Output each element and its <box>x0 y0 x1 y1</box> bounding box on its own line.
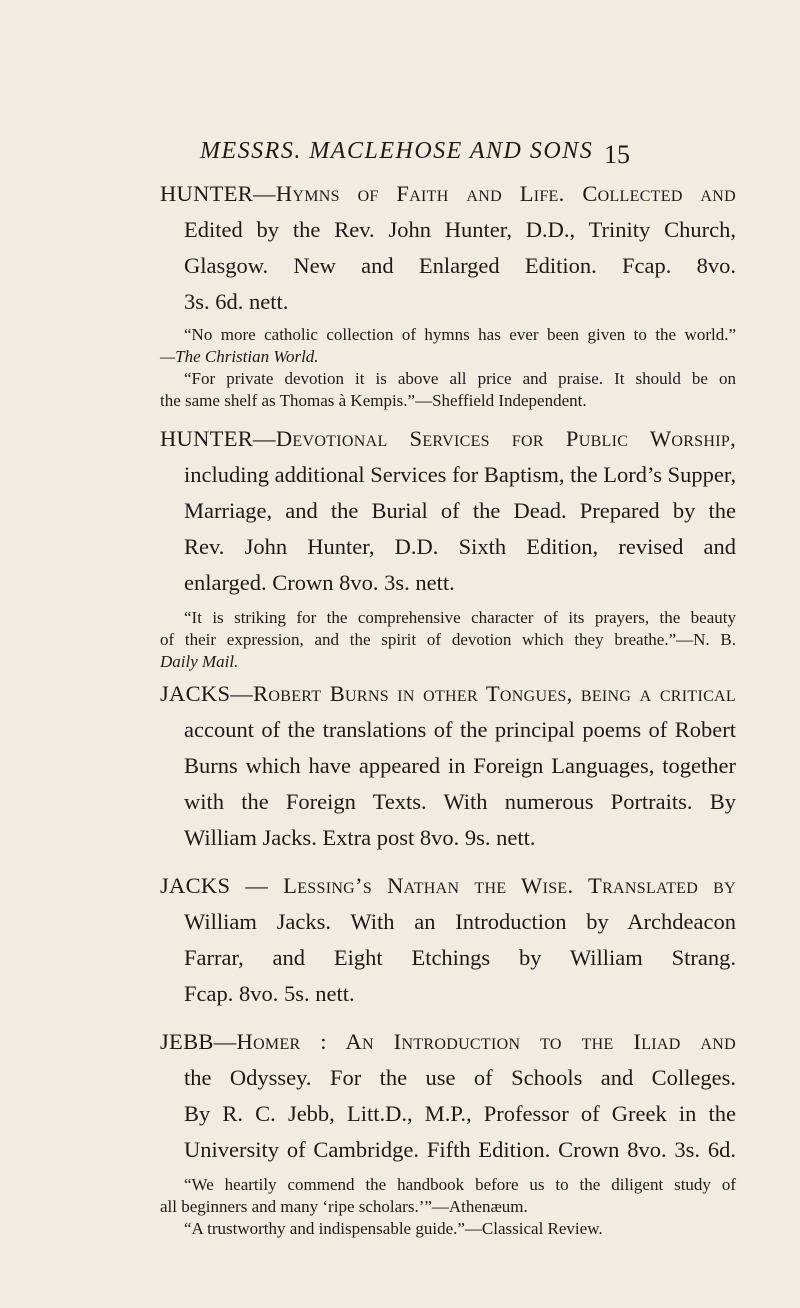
entry-line: William Jacks. Extra post 8vo. 9s. nett. <box>184 825 536 850</box>
entry-line: JACKS — Lessing’s Nathan the Wise. Translated by <box>160 873 736 898</box>
entry-line: Marriage, and the Burial of the Dead. Prepared by the <box>184 498 736 523</box>
entry-line: JEBB—Homer : An Introduction to the Iliad and <box>160 1029 736 1054</box>
entry-line: account of the translations of the principal poems of Robert <box>184 717 736 742</box>
entry-line: HUNTER—Hymns of Faith and Life. Collected and <box>160 181 736 206</box>
review-source: —The Christian World. <box>160 347 319 366</box>
entry-line: enlarged. Crown 8vo. 3s. nett. <box>184 570 455 595</box>
review-quote: “A trustworthy and indispensable guide.”—Classical Review. <box>184 1219 603 1238</box>
review-quote: “We heartily commend the handbook before us to the diligent study of <box>184 1175 736 1194</box>
entry-line: Burns which have appeared in Foreign Languages, together <box>184 753 736 778</box>
review-quote: the same shelf as Thomas à Kempis.”—Sheffield Independent. <box>160 391 587 410</box>
review-quote: of their expression, and the spirit of devotion which they breathe.”—N. B. <box>160 630 736 649</box>
review-quote: “For private devotion it is above all price and praise. It should be on <box>184 369 736 388</box>
entry-line: By R. C. Jebb, Litt.D., M.P., Professor of Greek in the <box>184 1101 736 1126</box>
entry-line: HUNTER—Devotional Services for Public Worship, <box>160 426 736 451</box>
entry-line: with the Foreign Texts. With numerous Portraits. By <box>184 789 736 814</box>
entry-line: 3s. 6d. nett. <box>184 289 289 314</box>
running-head: MESSRS. MACLEHOSE AND SONS <box>200 138 594 164</box>
entry-line: William Jacks. With an Introduction by Archdeacon <box>184 909 736 934</box>
entry-line: Farrar, and Eight Etchings by William Strang. <box>184 945 736 970</box>
entry-line: University of Cambridge. Fifth Edition. Crown 8vo. 3s. 6d. <box>184 1137 736 1162</box>
entry-line: Edited by the Rev. John Hunter, D.D., Trinity Church, <box>184 217 736 242</box>
entry-line: the Odyssey. For the use of Schools and Colleges. <box>184 1065 736 1090</box>
entry-line: Fcap. 8vo. 5s. nett. <box>184 981 355 1006</box>
review-quote: “No more catholic collection of hymns has ever been given to the world.” <box>184 325 736 344</box>
review-quote: all beginners and many ‘ripe scholars.’”—Athenæum. <box>160 1197 528 1216</box>
entry-line: Rev. John Hunter, D.D. Sixth Edition, revised and <box>184 534 736 559</box>
entry-line: JACKS—Robert Burns in other Tongues, being a critical <box>160 681 736 706</box>
entry-line: Glasgow. New and Enlarged Edition. Fcap. 8vo. <box>184 253 736 278</box>
entry-line: including additional Services for Baptism, the Lord’s Supper, <box>184 462 737 487</box>
review-quote: “It is striking for the comprehensive character of its prayers, the beauty <box>184 608 736 627</box>
review-source: Daily Mail. <box>160 652 239 671</box>
page-number: 15 <box>604 140 630 169</box>
